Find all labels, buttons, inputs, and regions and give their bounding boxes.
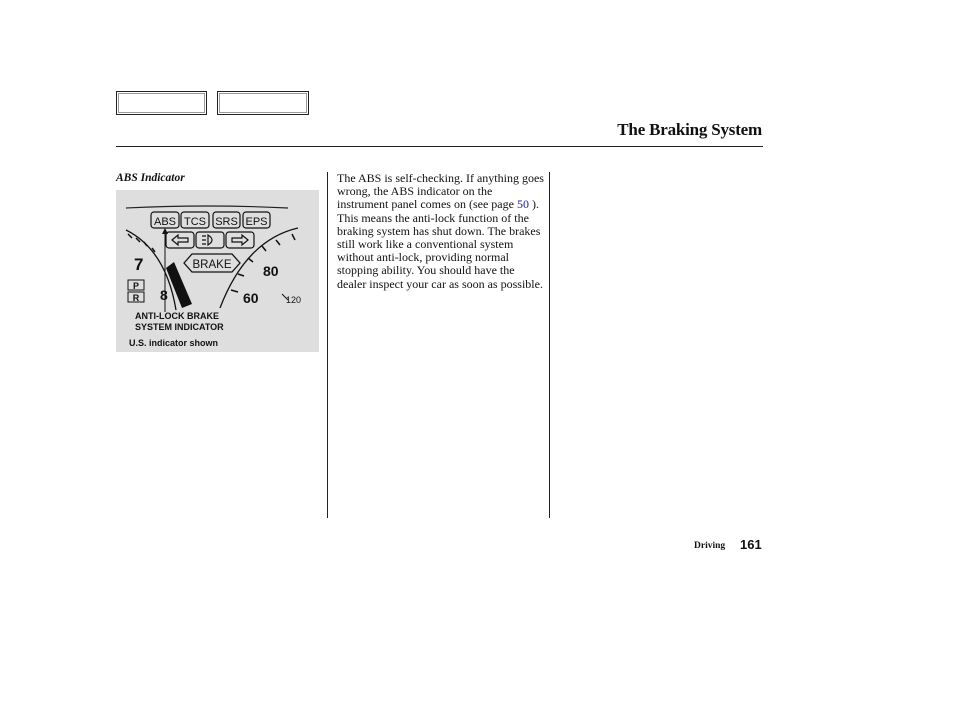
tach-number-7: 7 bbox=[134, 255, 144, 274]
right-arrow-icon bbox=[232, 235, 248, 245]
column-divider-left bbox=[327, 172, 328, 518]
left-turn-indicator-box bbox=[166, 232, 194, 248]
page-number: 161 bbox=[740, 537, 762, 552]
eps-indicator-text: EPS bbox=[245, 216, 268, 228]
title-divider bbox=[116, 146, 763, 147]
nav-main-menu-button[interactable] bbox=[116, 91, 207, 115]
headlight-indicator-box bbox=[196, 232, 224, 248]
brake-indicator-text: BRAKE bbox=[192, 259, 232, 271]
left-arrow-icon bbox=[172, 235, 188, 245]
tach-number-8: 8 bbox=[160, 287, 168, 303]
label-line-1: ANTI-LOCK BRAKE bbox=[135, 311, 219, 321]
label-line-2: SYSTEM INDICATOR bbox=[135, 322, 224, 332]
page-50-link[interactable]: 50 bbox=[516, 197, 529, 212]
abs-indicator-text: ABS bbox=[153, 216, 177, 228]
tcs-indicator-text: TCS bbox=[184, 216, 206, 228]
gear-r-letter: R bbox=[132, 293, 140, 303]
paragraph-text-end: ). This means the anti-lock function of the braking system has shut down. The brakes still work like a conventional system without anti-lock, providing normal stopping ability. You should have the dealer inspect your car as soon as possible. bbox=[337, 197, 543, 291]
us-indicator-note: U.S. indicator shown bbox=[129, 338, 219, 348]
abs-indicator-figure bbox=[116, 190, 319, 352]
page-title: The Braking System bbox=[617, 120, 762, 139]
anti-lock-brake-label bbox=[135, 311, 265, 333]
paragraph-text-start: The ABS is self-checking. If anything goes wrong, the ABS indicator on the instrument panel comes on (see page bbox=[337, 171, 544, 212]
srs-indicator-text: SRS bbox=[215, 216, 238, 228]
figure-caption: ABS Indicator bbox=[116, 172, 185, 184]
column-divider-right bbox=[549, 172, 550, 518]
nav-index-button[interactable] bbox=[217, 91, 309, 115]
headlight-icon bbox=[202, 235, 212, 245]
speed-number-120: 120 bbox=[286, 295, 302, 305]
gear-p-letter: P bbox=[132, 281, 140, 291]
right-turn-indicator-box bbox=[226, 232, 254, 248]
abs-description-paragraph bbox=[337, 172, 544, 291]
speed-number-60: 60 bbox=[243, 290, 259, 306]
footer-section-label: Driving bbox=[694, 541, 726, 551]
speed-number-80: 80 bbox=[263, 263, 279, 279]
